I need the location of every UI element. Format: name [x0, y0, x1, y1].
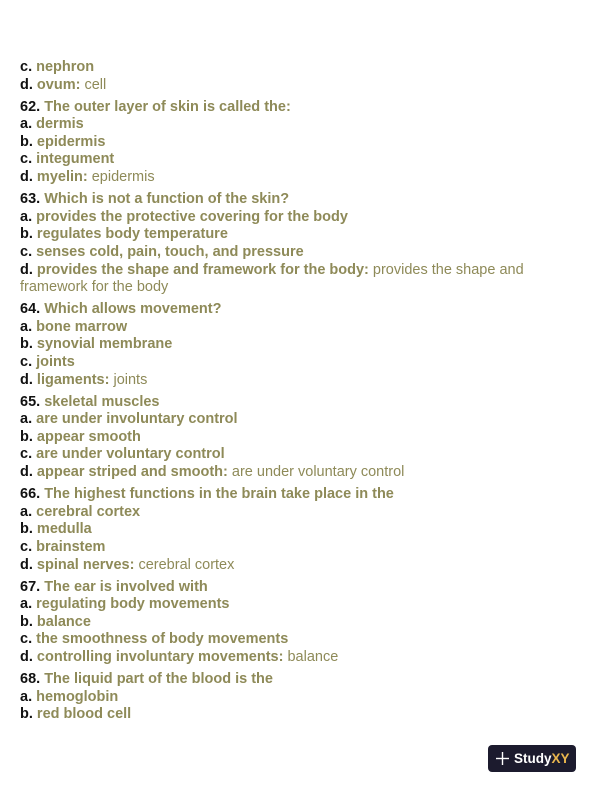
option-text: regulates body temperature — [36, 226, 228, 243]
question-text: The liquid part of the blood is the — [44, 671, 273, 688]
question-number: 63. — [20, 191, 41, 208]
answer-text: joints — [109, 371, 148, 388]
option-line — [20, 411, 580, 429]
option-text: red blood cell — [36, 706, 132, 723]
option-text: brainstem — [36, 538, 106, 555]
option-line — [20, 706, 580, 724]
option-letter: c. — [20, 538, 33, 555]
option-letter: b. — [20, 428, 33, 445]
option-line — [20, 557, 580, 575]
option-letter: d. — [20, 464, 33, 481]
option-letter: c. — [20, 631, 33, 648]
option-text: provides the protective covering for the body — [36, 208, 348, 225]
option-text: are under involuntary control — [36, 411, 238, 428]
option-line — [20, 134, 580, 152]
question-number: 67. — [20, 578, 41, 595]
option-letter: b. — [20, 613, 33, 630]
question-number: 64. — [20, 301, 41, 318]
question-text: skeletal muscles — [44, 393, 160, 410]
option-letter: b. — [20, 226, 33, 243]
option-line — [20, 336, 580, 354]
option-letter: d. — [20, 169, 33, 186]
option-line — [20, 521, 580, 539]
option-text: medulla — [36, 521, 92, 538]
option-letter: a. — [20, 116, 33, 133]
question-line — [20, 671, 580, 689]
option-line — [20, 262, 580, 297]
option-letter: a. — [20, 596, 33, 613]
option-text: integument — [36, 151, 115, 168]
option-line — [20, 319, 580, 337]
option-text: provides the shape and framework for the body: — [36, 261, 369, 278]
option-line — [20, 539, 580, 557]
option-letter: c. — [20, 354, 33, 370]
option-letter: d. — [20, 556, 33, 573]
option-text: synovial membrane — [36, 336, 173, 353]
option-line — [20, 59, 580, 77]
answer-text: balance — [283, 649, 339, 665]
option-line — [20, 77, 580, 95]
question-line — [20, 579, 580, 597]
option-letter: b. — [20, 336, 33, 353]
option-line — [20, 372, 580, 390]
option-text: spinal nerves: — [36, 556, 135, 573]
option-text: regulating body movements — [36, 596, 230, 613]
question-line — [20, 301, 580, 319]
question-line — [20, 394, 580, 412]
option-text: appear smooth — [36, 428, 141, 445]
question-number: 66. — [20, 486, 41, 503]
option-letter: d. — [20, 649, 33, 665]
option-line — [20, 689, 580, 707]
option-text: senses cold, pain, touch, and pressure — [36, 243, 304, 260]
option-text: hemoglobin — [36, 688, 119, 705]
question-number: 65. — [20, 393, 41, 410]
option-line — [20, 209, 580, 227]
option-letter: c. — [20, 243, 33, 260]
answer-text: provides the shape and framework for the body — [20, 261, 524, 296]
question-number: 62. — [20, 98, 41, 115]
option-letter: c. — [20, 59, 33, 75]
option-letter: a. — [20, 503, 33, 520]
brand-main: Study — [514, 751, 552, 766]
option-line — [20, 116, 580, 134]
answer-text: epidermis — [87, 169, 155, 186]
option-text: balance — [36, 613, 91, 630]
quiz-content — [20, 59, 580, 724]
option-line — [20, 464, 580, 482]
option-letter: d. — [20, 76, 33, 93]
option-text: joints — [36, 354, 75, 370]
question-text: Which allows movement? — [44, 301, 222, 318]
option-letter: a. — [20, 688, 33, 705]
plus-icon — [496, 752, 509, 765]
option-line — [20, 614, 580, 632]
option-text: myelin: — [36, 169, 88, 186]
option-text: dermis — [36, 116, 84, 133]
option-letter: d. — [20, 371, 33, 388]
question-number: 68. — [20, 671, 41, 688]
brand-name — [514, 751, 570, 766]
question-line — [20, 99, 580, 117]
option-letter: b. — [20, 706, 33, 723]
option-letter: a. — [20, 208, 33, 225]
option-line — [20, 244, 580, 262]
option-line — [20, 169, 580, 187]
option-text: ovum: — [36, 76, 81, 93]
studyxy-logo[interactable] — [488, 745, 576, 772]
option-letter: c. — [20, 446, 33, 463]
option-line — [20, 151, 580, 169]
option-text: cerebral cortex — [36, 503, 141, 520]
option-line — [20, 429, 580, 447]
option-text: nephron — [36, 59, 95, 75]
option-text: bone marrow — [36, 318, 128, 335]
question-text: Which is not a function of the skin? — [44, 191, 290, 208]
option-line — [20, 354, 580, 372]
option-line — [20, 504, 580, 522]
option-text: epidermis — [36, 133, 106, 150]
option-text: are under voluntary control — [36, 446, 225, 463]
option-letter: d. — [20, 261, 33, 278]
option-letter: c. — [20, 151, 33, 168]
question-text: The outer layer of skin is called the: — [44, 98, 291, 115]
option-line — [20, 649, 580, 667]
question-line — [20, 191, 580, 209]
option-line — [20, 226, 580, 244]
option-letter: b. — [20, 133, 33, 150]
option-text: appear striped and smooth: — [36, 464, 228, 481]
option-line — [20, 446, 580, 464]
option-text: controlling involuntary movements: — [36, 649, 284, 665]
option-text: ligaments: — [36, 371, 110, 388]
question-text: The highest functions in the brain take place in the — [44, 486, 394, 503]
option-letter: a. — [20, 411, 33, 428]
option-line — [20, 631, 580, 649]
option-text: the smoothness of body movements — [36, 631, 289, 648]
answer-text: cell — [80, 76, 107, 93]
option-letter: a. — [20, 318, 33, 335]
answer-text: cerebral cortex — [134, 556, 235, 573]
option-line — [20, 596, 580, 614]
option-letter: b. — [20, 521, 33, 538]
brand-accent: XY — [551, 751, 570, 766]
question-line — [20, 486, 580, 504]
answer-text: are under voluntary control — [227, 464, 405, 481]
question-text: The ear is involved with — [44, 578, 208, 595]
